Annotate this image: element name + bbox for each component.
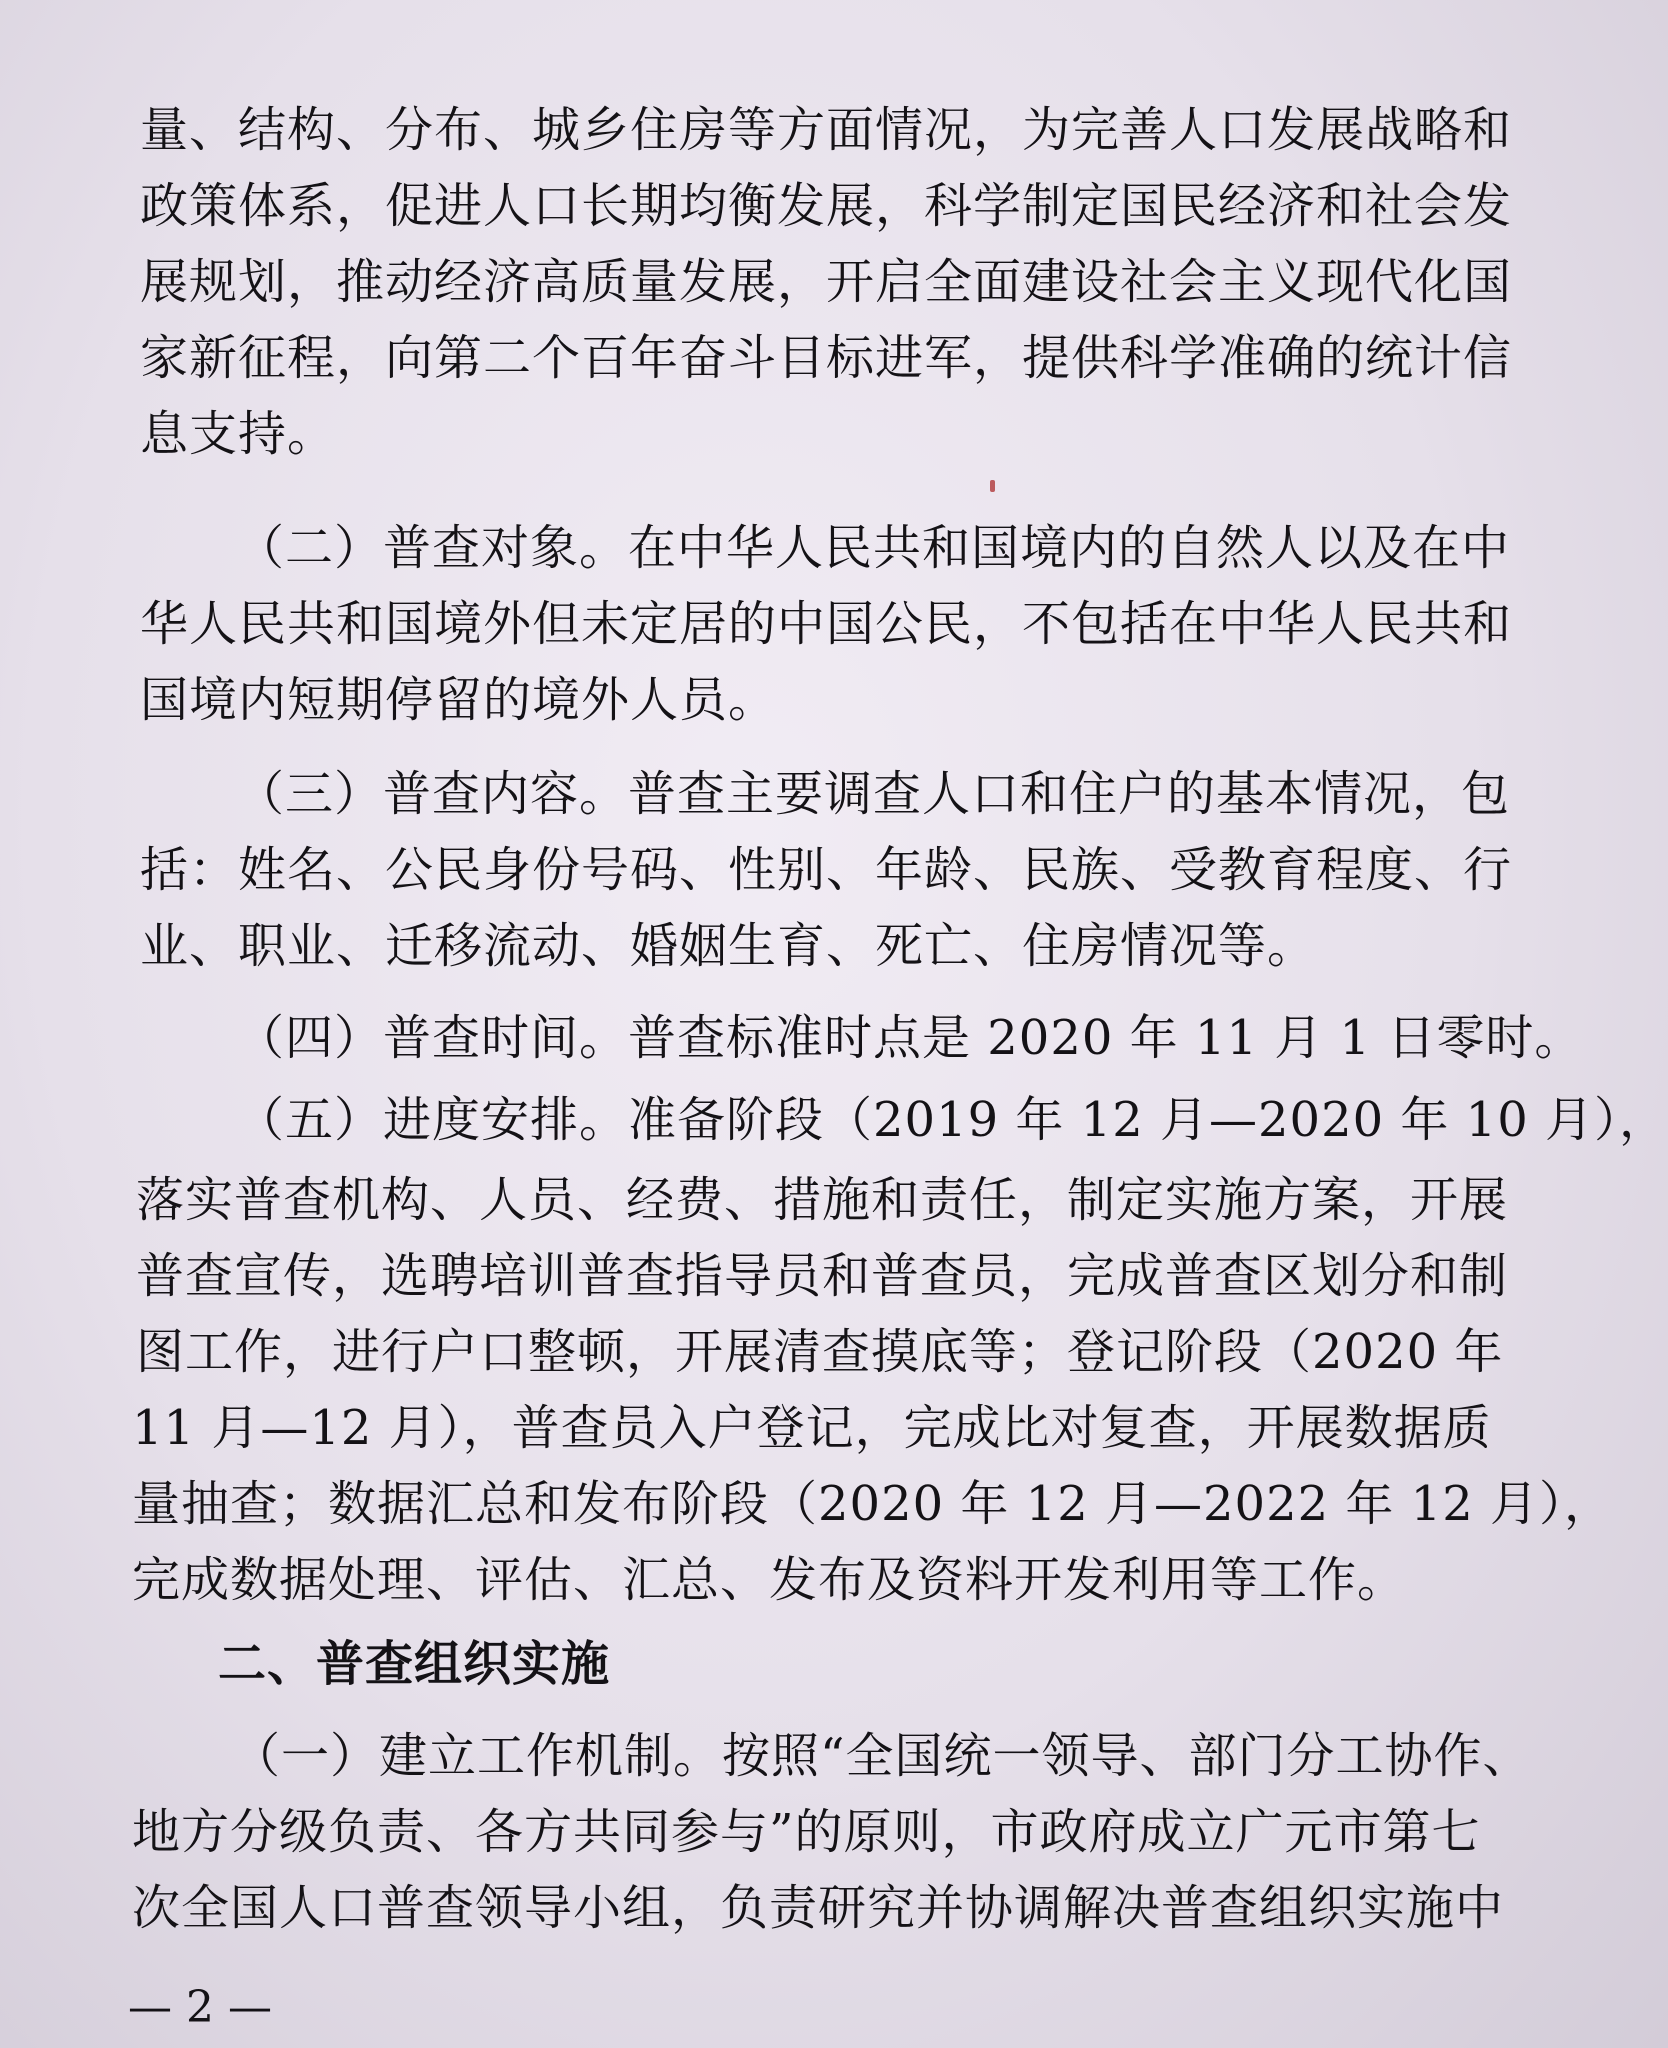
body-text-line: 地方分级负责、各方共同参与”的原则，市政府成立广元市第七 (132, 1804, 1481, 1860)
body-text-line: （三）普查内容。普查主要调查人口和住户的基本情况，包 (236, 766, 1511, 822)
body-text-line: （一）建立工作机制。按照“全国统一领导、部门分工协作、 (232, 1728, 1532, 1784)
body-text-line: （二）普查对象。在中华人民共和国境内的自然人以及在中 (236, 520, 1511, 576)
body-text-line: （四）普查时间。普查标准时点是 2020 年 11 月 1 日零时。 (236, 1010, 1584, 1066)
body-text-line: 次全国人口普查领导小组，负责研究并协调解决普查组织实施中 (132, 1880, 1505, 1936)
page-number: — 2 — (128, 1982, 272, 2033)
body-text-line: 国境内短期停留的境外人员。 (140, 672, 778, 728)
body-text-line: 量、结构、分布、城乡住房等方面情况，为完善人口发展战略和 (140, 102, 1513, 158)
body-text-line: 华人民共和国境外但未定居的中国公民，不包括在中华人民共和 (140, 596, 1513, 652)
body-text-line: 政策体系，促进人口长期均衡发展，科学制定国民经济和社会发 (140, 178, 1513, 234)
body-text-line: 落实普查机构、人员、经费、措施和责任，制定实施方案，开展 (136, 1172, 1509, 1228)
section-heading: 二、普查组织实施 (218, 1636, 611, 1692)
body-text-line: 11 月—12 月），普查员入户登记，完成比对复查，开展数据质 (132, 1400, 1492, 1456)
body-text-line: 图工作，进行户口整顿，开展清查摸底等；登记阶段（2020 年 (136, 1324, 1504, 1380)
body-text-line: 业、职业、迁移流动、婚姻生育、死亡、住房情况等。 (140, 918, 1317, 974)
body-text-line: 括：姓名、公民身份号码、性别、年龄、民族、受教育程度、行 (140, 842, 1513, 898)
ink-speck (990, 480, 995, 492)
body-text-line: 普查宣传，选聘培训普查指导员和普查员，完成普查区划分和制 (136, 1248, 1509, 1304)
body-text-line: 家新征程，向第二个百年奋斗目标进军，提供科学准确的统计信 (140, 330, 1513, 386)
body-text-line: 息支持。 (140, 406, 337, 462)
body-text-line: 展规划，推动经济高质量发展，开启全面建设社会主义现代化国 (140, 254, 1513, 310)
body-text-line: 完成数据处理、评估、汇总、发布及资料开发利用等工作。 (132, 1552, 1407, 1608)
body-text-line: （五）进度安排。准备阶段（2019 年 12 月—2020 年 10 月）， (236, 1092, 1668, 1148)
body-text-line: 量抽查；数据汇总和发布阶段（2020 年 12 月—2022 年 12 月）， (132, 1476, 1614, 1532)
